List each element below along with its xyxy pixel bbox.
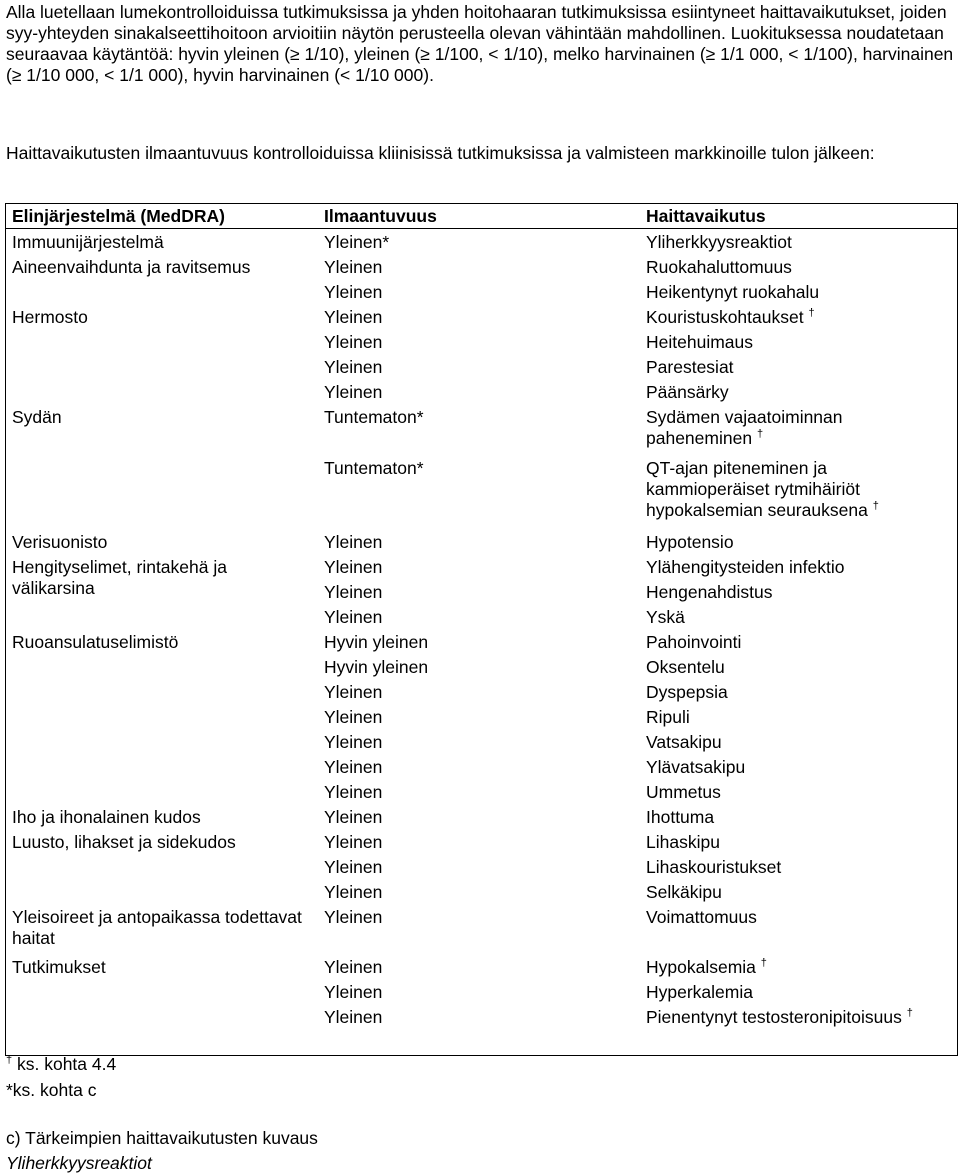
reaction-cell: [646, 657, 946, 678]
frequency-cell: Yleinen*: [324, 232, 390, 252]
frequency-cell: Yleinen: [324, 832, 383, 852]
frequency-cell: Yleinen: [324, 1007, 383, 1027]
frequency-cell: Yleinen: [324, 732, 383, 752]
dagger-mark: †: [6, 1054, 13, 1067]
organ-class-cell: Iho ja ihonalainen kudos: [12, 807, 201, 827]
reaction-cell: [646, 307, 946, 328]
organ-class-cell: Aineenvaihdunta ja ravitsemus: [12, 257, 251, 277]
reaction-text: Pienentynyt testosteronipitoisuus: [646, 1007, 902, 1027]
dagger-mark: †: [808, 307, 815, 320]
frequency-cell: Yleinen: [324, 282, 383, 302]
reaction-text: Ummetus: [646, 782, 721, 802]
frequency-cell: Yleinen: [324, 607, 383, 627]
organ-class-cell: Yleisoireet ja antopaikassa todettavat haitat: [12, 907, 302, 948]
frequency-cell: Yleinen: [324, 807, 383, 827]
reaction-text: Ripuli: [646, 707, 690, 727]
reaction-text: Hypotensio: [646, 532, 734, 552]
reaction-cell: [646, 907, 946, 928]
dagger-mark: †: [760, 957, 767, 970]
frequency-cell: Hyvin yleinen: [324, 632, 429, 652]
reaction-text: Yliherkkyysreaktiot: [646, 232, 792, 252]
reaction-text: Ruokahaluttomuus: [646, 257, 792, 277]
reaction-text: Dyspepsia: [646, 682, 728, 702]
reaction-text: Hypokalsemia: [646, 957, 756, 977]
table-header-row: [6, 204, 957, 229]
reaction-cell: [646, 832, 946, 853]
reaction-cell: [646, 957, 946, 978]
reaction-text: Heitehuimaus: [646, 332, 753, 352]
reaction-text: Ihottuma: [646, 807, 715, 827]
reaction-cell: [646, 857, 946, 878]
frequency-cell: Yleinen: [324, 557, 383, 577]
intro-paragraph: Alla luetellaan lumekontrolloiduissa tutkimuksissa ja yhden hoitohaaran tutkimuksissa esiintyneet haittavaikutukset, joiden syy-yhteyden sinakalseettihoitoon arvioitiin näytön perusteella olevan vähintään mahdollinen. Luokituksessa noudatetaan seuraavaa käytäntöä: hyvin yleinen (≥ 1/10), yleinen (≥ 1/100, < 1/10), melko harvinainen (≥ 1/1 000, < 1/100), harvinainen (≥ 1/10 000, < 1/1 000), hyvin harvinainen (< 1/10 000).: [6, 2, 954, 85]
reaction-cell: [646, 557, 946, 578]
frequency-cell: Tuntematon*: [324, 407, 424, 427]
reaction-text: Lihaskouristukset: [646, 857, 782, 877]
reaction-text: Oksentelu: [646, 657, 725, 677]
reaction-cell: [646, 732, 946, 753]
frequency-cell: Yleinen: [324, 707, 383, 727]
frequency-cell: Yleinen: [324, 532, 383, 552]
organ-class-cell: Immuunijärjestelmä: [12, 232, 164, 252]
reaction-cell: [646, 382, 946, 403]
frequency-cell: Yleinen: [324, 982, 383, 1002]
organ-class-cell: Luusto, lihakset ja sidekudos: [12, 832, 236, 852]
section-c-heading: c) Tärkeimpien haittavaikutusten kuvaus: [6, 1128, 318, 1148]
reaction-text: Heikentynyt ruokahalu: [646, 282, 820, 302]
reaction-cell: [646, 782, 946, 803]
footnote-dagger: [6, 1054, 116, 1075]
header-reaction: Haittavaikutus: [646, 206, 766, 226]
frequency-cell: Yleinen: [324, 857, 383, 877]
header-organ-class: Elinjärjestelmä (MedDRA): [12, 206, 225, 226]
footnote-star: *ks. kohta c: [6, 1080, 97, 1100]
frequency-cell: Yleinen: [324, 757, 383, 777]
frequency-cell: Yleinen: [324, 257, 383, 277]
reaction-cell: [646, 282, 946, 303]
reaction-text: Kouristuskohtaukset: [646, 307, 804, 327]
reaction-text: Sydämen vajaatoiminnan paheneminen: [646, 407, 843, 448]
reaction-text: Ylähengitysteiden infektio: [646, 557, 845, 577]
frequency-cell: Yleinen: [324, 332, 383, 352]
organ-class-cell: Hengityselimet, rintakehä ja välikarsina: [12, 557, 227, 598]
reaction-cell: [646, 982, 946, 1003]
frequency-cell: Tuntematon*: [324, 458, 424, 478]
reaction-cell: [646, 532, 946, 553]
footnote-dagger-text: ks. kohta 4.4: [12, 1054, 117, 1074]
reaction-text: Hyperkalemia: [646, 982, 753, 1002]
reaction-text: Päänsärky: [646, 382, 729, 402]
reaction-text: Selkäkipu: [646, 882, 722, 902]
frequency-cell: Yleinen: [324, 582, 383, 602]
reaction-text: Voimattomuus: [646, 907, 757, 927]
reaction-text: Parestesiat: [646, 357, 734, 377]
organ-class-cell: Hermosto: [12, 307, 88, 327]
frequency-cell: Yleinen: [324, 957, 383, 977]
frequency-cell: Yleinen: [324, 357, 383, 377]
dagger-mark: †: [756, 428, 764, 441]
reaction-text: QT-ajan piteneminen ja kammioperäiset rytmihäiriöt hypokalsemian seurauksena: [646, 458, 868, 520]
frequency-cell: Yleinen: [324, 307, 383, 327]
reaction-cell: [646, 682, 946, 703]
reaction-text: Ylävatsakipu: [646, 757, 746, 777]
reaction-cell: [646, 882, 946, 903]
header-frequency: Ilmaantuvuus: [324, 206, 437, 226]
reaction-cell: [646, 807, 946, 828]
reaction-cell: [646, 407, 946, 449]
reaction-text: Lihaskipu: [646, 832, 720, 852]
organ-class-cell: Sydän: [12, 407, 62, 427]
reaction-text: Yskä: [646, 607, 685, 627]
frequency-cell: Yleinen: [324, 907, 383, 927]
reaction-cell: [646, 332, 946, 353]
frequency-cell: Yleinen: [324, 682, 383, 702]
reaction-cell: [646, 257, 946, 278]
reaction-cell: [646, 458, 946, 521]
organ-class-cell: Ruoansulatuselimistö: [12, 632, 179, 652]
organ-class-cell: Tutkimukset: [12, 957, 106, 977]
reaction-text: Pahoinvointi: [646, 632, 742, 652]
reaction-text: Vatsakipu: [646, 732, 722, 752]
incidence-paragraph: Haittavaikutusten ilmaantuvuus kontrolloiduissa kliinisissä tutkimuksissa ja valmisteen markkinoille tulon jälkeen:: [6, 143, 875, 163]
frequency-cell: Yleinen: [324, 782, 383, 802]
reaction-cell: [646, 357, 946, 378]
adverse-reactions-table: [5, 203, 958, 1056]
reaction-cell: [646, 607, 946, 628]
reaction-cell: [646, 232, 946, 253]
reaction-text: Hengenahdistus: [646, 582, 773, 602]
reaction-cell: [646, 582, 946, 603]
frequency-cell: Hyvin yleinen: [324, 657, 429, 677]
organ-class-cell: Verisuonisto: [12, 532, 108, 552]
reaction-cell: [646, 1007, 946, 1028]
dagger-mark: †: [872, 500, 879, 513]
reaction-cell: [646, 757, 946, 778]
reaction-cell: [646, 632, 946, 653]
section-c-subheading: Yliherkkyysreaktiot: [6, 1153, 152, 1173]
frequency-cell: Yleinen: [324, 882, 383, 902]
reaction-cell: [646, 707, 946, 728]
dagger-mark: †: [906, 1007, 913, 1020]
frequency-cell: Yleinen: [324, 382, 383, 402]
